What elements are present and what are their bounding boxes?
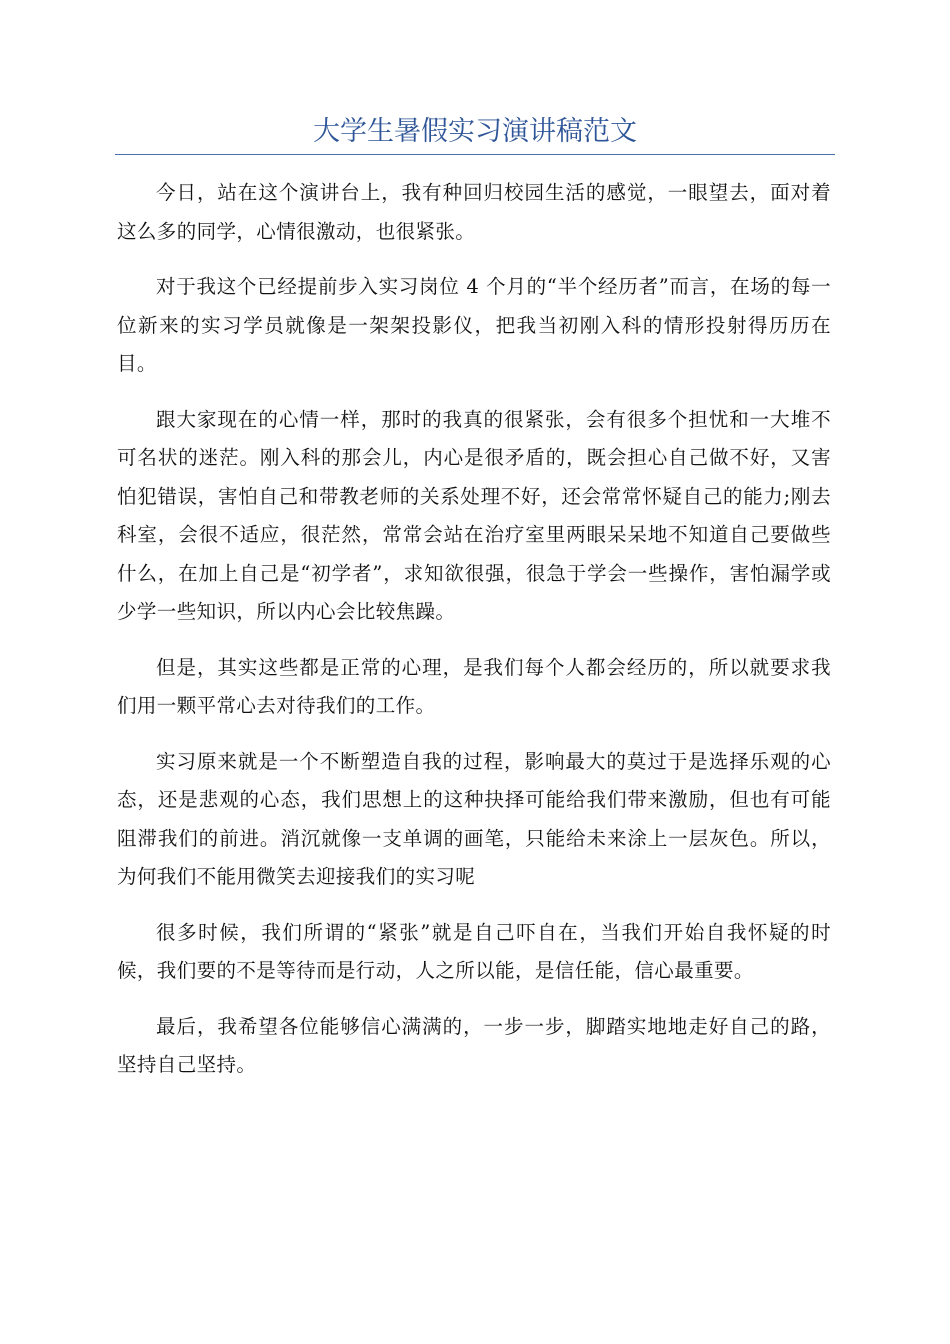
document-body — [117, 174, 831, 1102]
paragraph-5: 实习原来就是一个不断塑造自我的过程，影响最大的莫过于是选择乐观的心态，还是悲观的心态，我们思想上的这种抉择可能给我们带来激励，但也有可能阻滞我们的前进。消沉就像一支单调的画笔，只能给未来涂上一层灰色。所以，为何我们不能用微笑去迎接我们的实习呢 — [117, 749, 831, 888]
paragraph-7: 最后，我希望各位能够信心满满的，一步一步，脚踏实地地走好自己的路，坚持自己坚持。 — [117, 1014, 831, 1076]
title-underline — [115, 154, 835, 155]
paragraph-2: 对于我这个已经提前步入实习岗位 4 个月的“半个经历者”而言，在场的每一位新来的实习学员就像是一架架投影仪，把我当初刚入科的情形投射得历历在目。 — [117, 275, 831, 375]
document-title: 大学生暑假实习演讲稿范文 — [313, 116, 637, 147]
paragraph-1: 今日，站在这个演讲台上，我有种回归校园生活的感觉，一眼望去，面对着这么多的同学，心情很激动，也很紧张。 — [117, 181, 831, 243]
paragraph-4: 但是，其实这些都是正常的心理，是我们每个人都会经历的，所以就要求我们用一颗平常心去对待我们的工作。 — [117, 655, 831, 717]
paragraph-3: 跟大家现在的心情一样，那时的我真的很紧张，会有很多个担忧和一大堆不可名状的迷茫。刚入科的那会儿，内心是很矛盾的，既会担心自己做不好，又害怕犯错误，害怕自己和带教老师的关系处理不好，还会常常怀疑自己的能力;刚去科室，会很不适应，很茫然，常常会站在治疗室里两眼呆呆地不知道自己要做些什么，在加上自己是“初学者”，求知欲很强，很急于学会一些操作，害怕漏学或少学一些知识，所以内心会比较焦躁。 — [117, 407, 831, 623]
paragraph-6: 很多时候，我们所谓的“紧张”就是自己吓自在，当我们开始自我怀疑的时候，我们要的不是等待而是行动，人之所以能，是信任能，信心最重要。 — [117, 920, 831, 982]
